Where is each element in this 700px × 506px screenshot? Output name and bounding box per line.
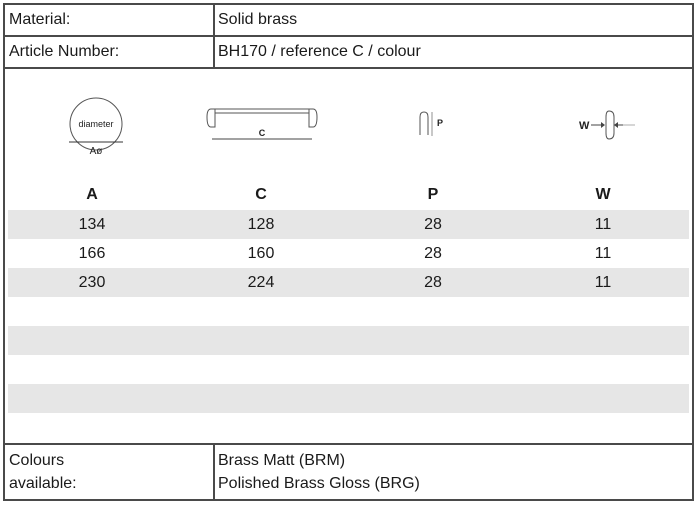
column-header-w: W	[595, 186, 611, 203]
table-row	[8, 384, 689, 413]
article-number-value: BH170 / reference C / colour	[218, 43, 421, 60]
article-number-row	[5, 37, 692, 69]
article-number-label: Article Number:	[5, 37, 215, 67]
cell-c: 128	[247, 216, 275, 233]
table-row	[8, 355, 689, 384]
cell-c: 224	[247, 274, 275, 291]
handle-c-label: C	[258, 128, 266, 138]
colours-label-line1: Colours	[9, 452, 65, 469]
dimensions-section	[5, 69, 692, 445]
diameter-icon	[61, 91, 131, 159]
width-icon	[577, 107, 639, 143]
colour-option-brm: Brass Matt (BRM)	[218, 452, 346, 469]
colours-row	[5, 445, 692, 499]
table-row	[8, 268, 689, 297]
cell-w: 11	[594, 245, 612, 262]
cell-c: 160	[247, 245, 275, 262]
colour-option-brg: Polished Brass Gloss (BRG)	[218, 475, 420, 492]
cell-w: 11	[594, 274, 612, 291]
colours-label	[5, 445, 215, 499]
material-row	[5, 5, 692, 37]
colours-value	[215, 445, 692, 499]
cell-w: 11	[594, 216, 612, 233]
projection-icon	[417, 109, 457, 139]
table-row	[8, 210, 689, 239]
cell-a: 230	[78, 274, 106, 291]
column-header-a: A	[86, 186, 98, 203]
material-label: Material:	[5, 5, 215, 35]
column-headers	[5, 181, 692, 209]
cell-p: 28	[424, 216, 442, 233]
spec-sheet	[3, 3, 694, 501]
cell-p: 28	[424, 274, 442, 291]
width-w-label: W	[579, 120, 590, 132]
column-header-c: C	[255, 186, 267, 203]
diameter-label: diameter	[78, 119, 114, 129]
table-row	[8, 239, 689, 268]
cell-a: 166	[78, 245, 106, 262]
column-header-p: P	[427, 186, 439, 203]
diameter-sub-label: Aø	[89, 146, 103, 157]
material-value: Solid brass	[218, 11, 298, 28]
handle-length-icon	[203, 105, 321, 145]
table-row	[8, 297, 689, 326]
cell-a: 134	[78, 216, 106, 233]
projection-p-label: P	[437, 118, 444, 128]
table-row	[8, 326, 689, 355]
colours-label-line2: available:	[9, 475, 77, 492]
cell-p: 28	[424, 245, 442, 262]
